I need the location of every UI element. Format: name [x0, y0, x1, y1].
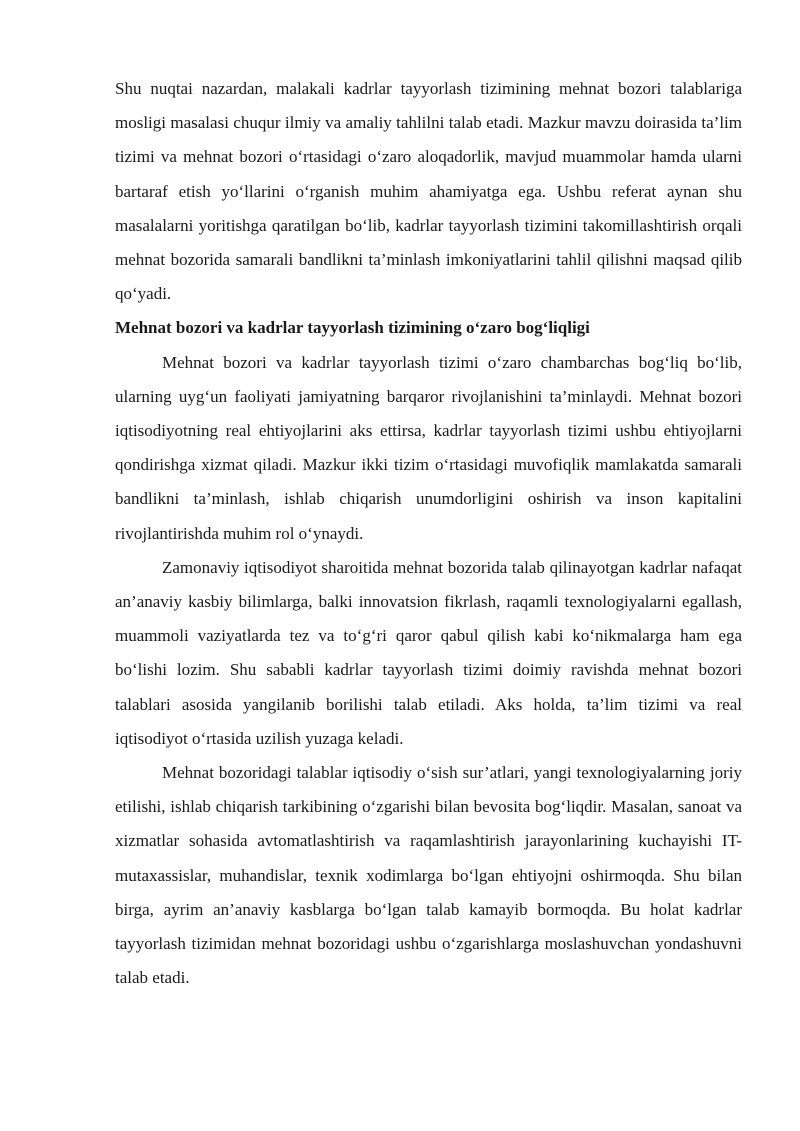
document-page	[115, 72, 742, 995]
body-paragraph-3: Mehnat bozoridagi talablar iqtisodiy o‘sish sur’atlari, yangi texnologiyalarning joriy etilishi, ishlab chiqarish tarkibining o‘zgarishi bilan bevosita bog‘liqdir. Masalan, sanoat va xizmatlar sohasida avtomatlashtirish va raqamlashtirish jarayonlarining kuchayishi IT-mutaxassislar, muhandislar, texnik xodimlarga bo‘lgan ehtiyojni oshirmoqda. Shu bilan birga, ayrim an’anaviy kasblarga bo‘lgan talab kamayib bormoqda. Bu holat kadrlar tayyorlash tizimidan mehnat bozoridagi ushbu o‘zgarishlarga moslashuvchan yondashuvni talab etadi.	[115, 763, 742, 988]
intro-paragraph: Shu nuqtai nazardan, malakali kadrlar tayyorlash tizimining mehnat bozori talablariga mosligi masalasi chuqur ilmiy va amaliy tahlilni talab etadi. Mazkur mavzu doirasida ta’lim tizimi va mehnat bozori o‘rtasidagi o‘zaro aloqadorlik, mavjud muammolar hamda ularni bartaraf etish yo‘llarini o‘rganish muhim ahamiyatga ega. Ushbu referat aynan shu masalalarni yoritishga qaratilgan bo‘lib, kadrlar tayyorlash tizimini takomillashtirish orqali mehnat bozorida samarali bandlikni ta’minlash imkoniyatlarini tahlil qilishni maqsad qilib qo‘yadi.	[115, 79, 742, 304]
body-paragraph-1: Mehnat bozori va kadrlar tayyorlash tizimi o‘zaro chambarchas bog‘liq bo‘lib, ularning uyg‘un faoliyati jamiyatning barqaror rivojlanishini ta’minlaydi. Mehnat bozori iqtisodiyotning real ehtiyojlarini aks ettirsa, kadrlar tayyorlash tizimi ushbu ehtiyojlarni qondirishga xizmat qiladi. Mazkur ikki tizim o‘rtasidagi muvofiqlik mamlakatda samarali bandlikni ta’minlash, ishlab chiqarish unumdorligini oshirish va inson kapitalini rivojlantirishda muhim rol o‘ynaydi.	[115, 352, 742, 543]
body-paragraph-2: Zamonaviy iqtisodiyot sharoitida mehnat bozorida talab qilinayotgan kadrlar nafaqat an’anaviy kasbiy bilimlarga, balki innovatsion fikrlash, raqamli texnologiyalarni egallash, muammoli vaziyatlarda tez va to‘g‘ri qaror qabul qilish kabi ko‘nikmalarga ham ega bo‘lishi lozim. Shu sababli kadrlar tayyorlash tizimi doimiy ravishda mehnat bozori talablari asosida yangilanib borilishi talab etiladi. Aks holda, ta’lim tizimi va real iqtisodiyot o‘rtasida uzilish yuzaga keladi.	[115, 557, 742, 748]
section-heading: Mehnat bozori va kadrlar tayyorlash tizimining o‘zaro bog‘liqligi	[115, 318, 590, 338]
